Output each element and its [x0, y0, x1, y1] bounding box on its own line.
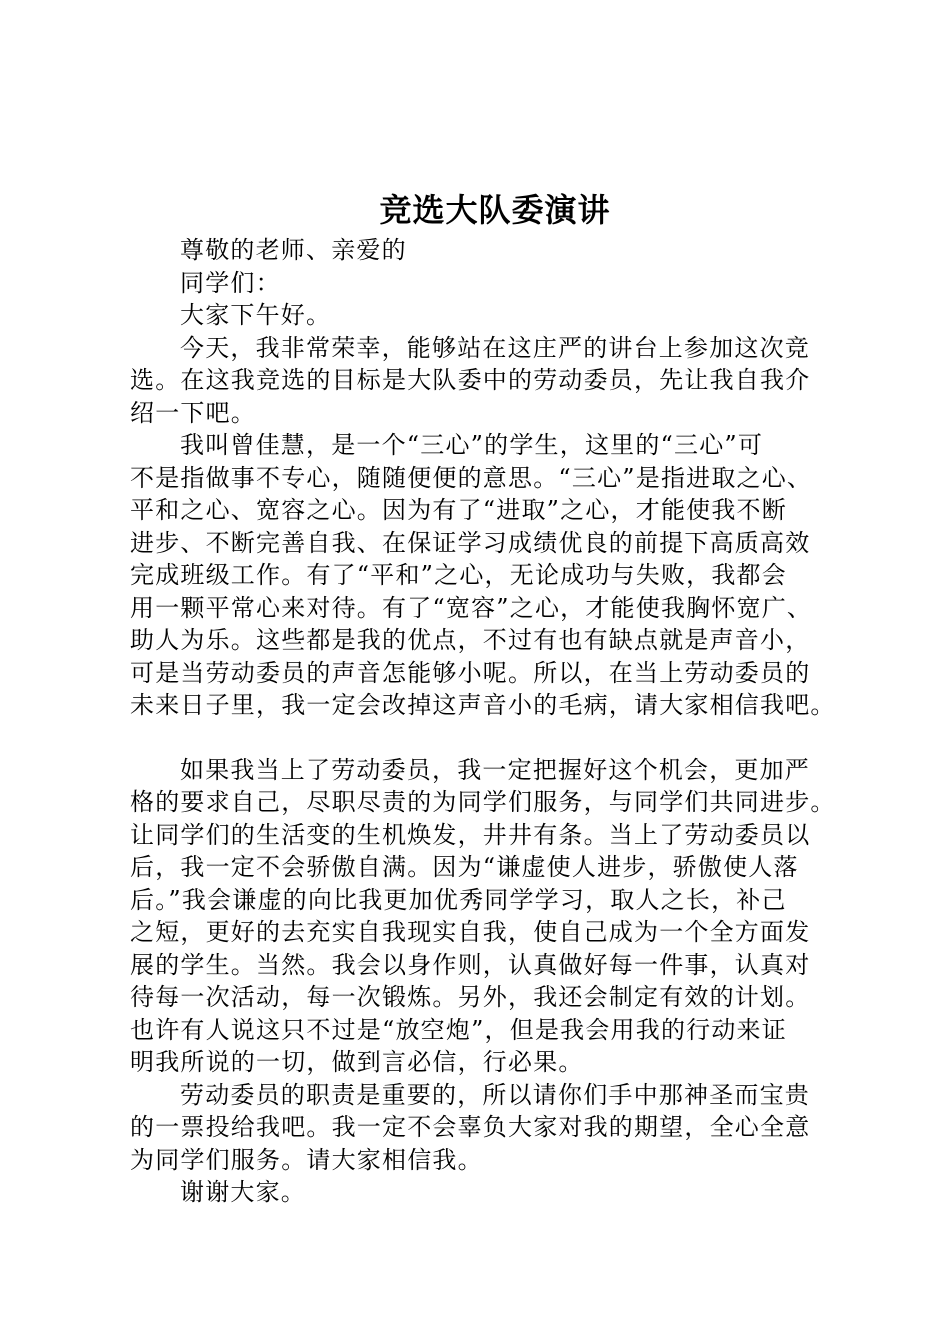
paragraph-line: 未来日子里，我一定会改掉这声音小的毛病，请大家相信我吧。 [130, 691, 836, 719]
paragraph-line: 可是当劳动委员的声音怎能够小呢。所以，在当上劳动委员的 [130, 658, 811, 687]
paragraph-line: 待每一次活动，每一次锻炼。另外，我还会制定有效的计划。 [130, 983, 811, 1011]
paragraph-line: 不是指做事不专心，随随便便的意思。“三心”是指进取之心、 [130, 463, 813, 492]
paragraph-line: 也许有人说这只不过是“放空炮”，但是我会用我的行动来证 [130, 1015, 787, 1044]
greeting-line: 同学们： [180, 268, 281, 297]
paragraph-line: 后，我一定不会骄傲自满。因为“谦虚使人进步，骄傲使人落 [130, 853, 799, 881]
document-title: 竞选大队委演讲 [379, 191, 611, 229]
paragraph-line: 明我所说的一切，做到言必信，行必果。 [130, 1048, 584, 1076]
paragraph-line: 用一颗平常心来对待。有了“宽容”之心，才能使我胸怀宽广、 [130, 593, 813, 622]
paragraph-line: 的一票投给我吧。我一定不会辜负大家对我的期望，全心全意 [130, 1113, 811, 1141]
paragraph-line: 之短，更好的去充实自我现实自我，使自己成为一个全方面发 [130, 918, 811, 946]
paragraph-line: 为同学们服务。请大家相信我。 [130, 1145, 483, 1174]
closing-line: 谢谢大家。 [180, 1178, 306, 1206]
paragraph-line: 选。在这我竞选的目标是大队委中的劳动委员，先让我自我介 [130, 366, 811, 394]
paragraph-line: 我叫曾佳慧，是一个“三心”的学生，这里的“三心”可 [180, 431, 764, 459]
paragraph-line: 助人为乐。这些都是我的优点，不过有也有缺点就是声音小， [130, 626, 811, 654]
paragraph-line: 完成班级工作。有了“平和”之心，无论成功与失败，我都会 [130, 561, 787, 589]
paragraph-line: 格的要求自己，尽职尽责的为同学们服务，与同学们共同进步。 [130, 788, 836, 816]
paragraph-line: 劳动委员的职责是重要的，所以请你们手中那神圣而宝贵 [180, 1080, 810, 1109]
paragraph-line: 进步、不断完善自我、在保证学习成绩优良的前提下高质高效 [130, 528, 811, 557]
paragraph-line: 今天，我非常荣幸，能够站在这庄严的讲台上参加这次竞 [180, 333, 810, 362]
paragraph-line: 绍一下吧。 [130, 398, 256, 427]
paragraph-line: 平和之心、宽容之心。因为有了“进取”之心，才能使我不断 [130, 496, 787, 524]
paragraph-gap [130, 722, 860, 754]
paragraph-line: 如果我当上了劳动委员，我一定把握好这个机会，更加严 [180, 755, 810, 784]
greeting-line: 尊敬的老师、亲爱的 [180, 236, 407, 264]
greeting-line: 大家下午好。 [180, 301, 332, 329]
paragraph-line: 展的学生。当然。我会以身作则，认真做好每一件事，认真对 [130, 950, 811, 979]
document-page [130, 188, 860, 1209]
paragraph-line: 让同学们的生活变的生机焕发，井井有条。当上了劳动委员以 [130, 820, 811, 849]
paragraph-line: 后。”我会谦虚的向比我更加优秀同学学习，取人之长，补己 [130, 885, 787, 914]
